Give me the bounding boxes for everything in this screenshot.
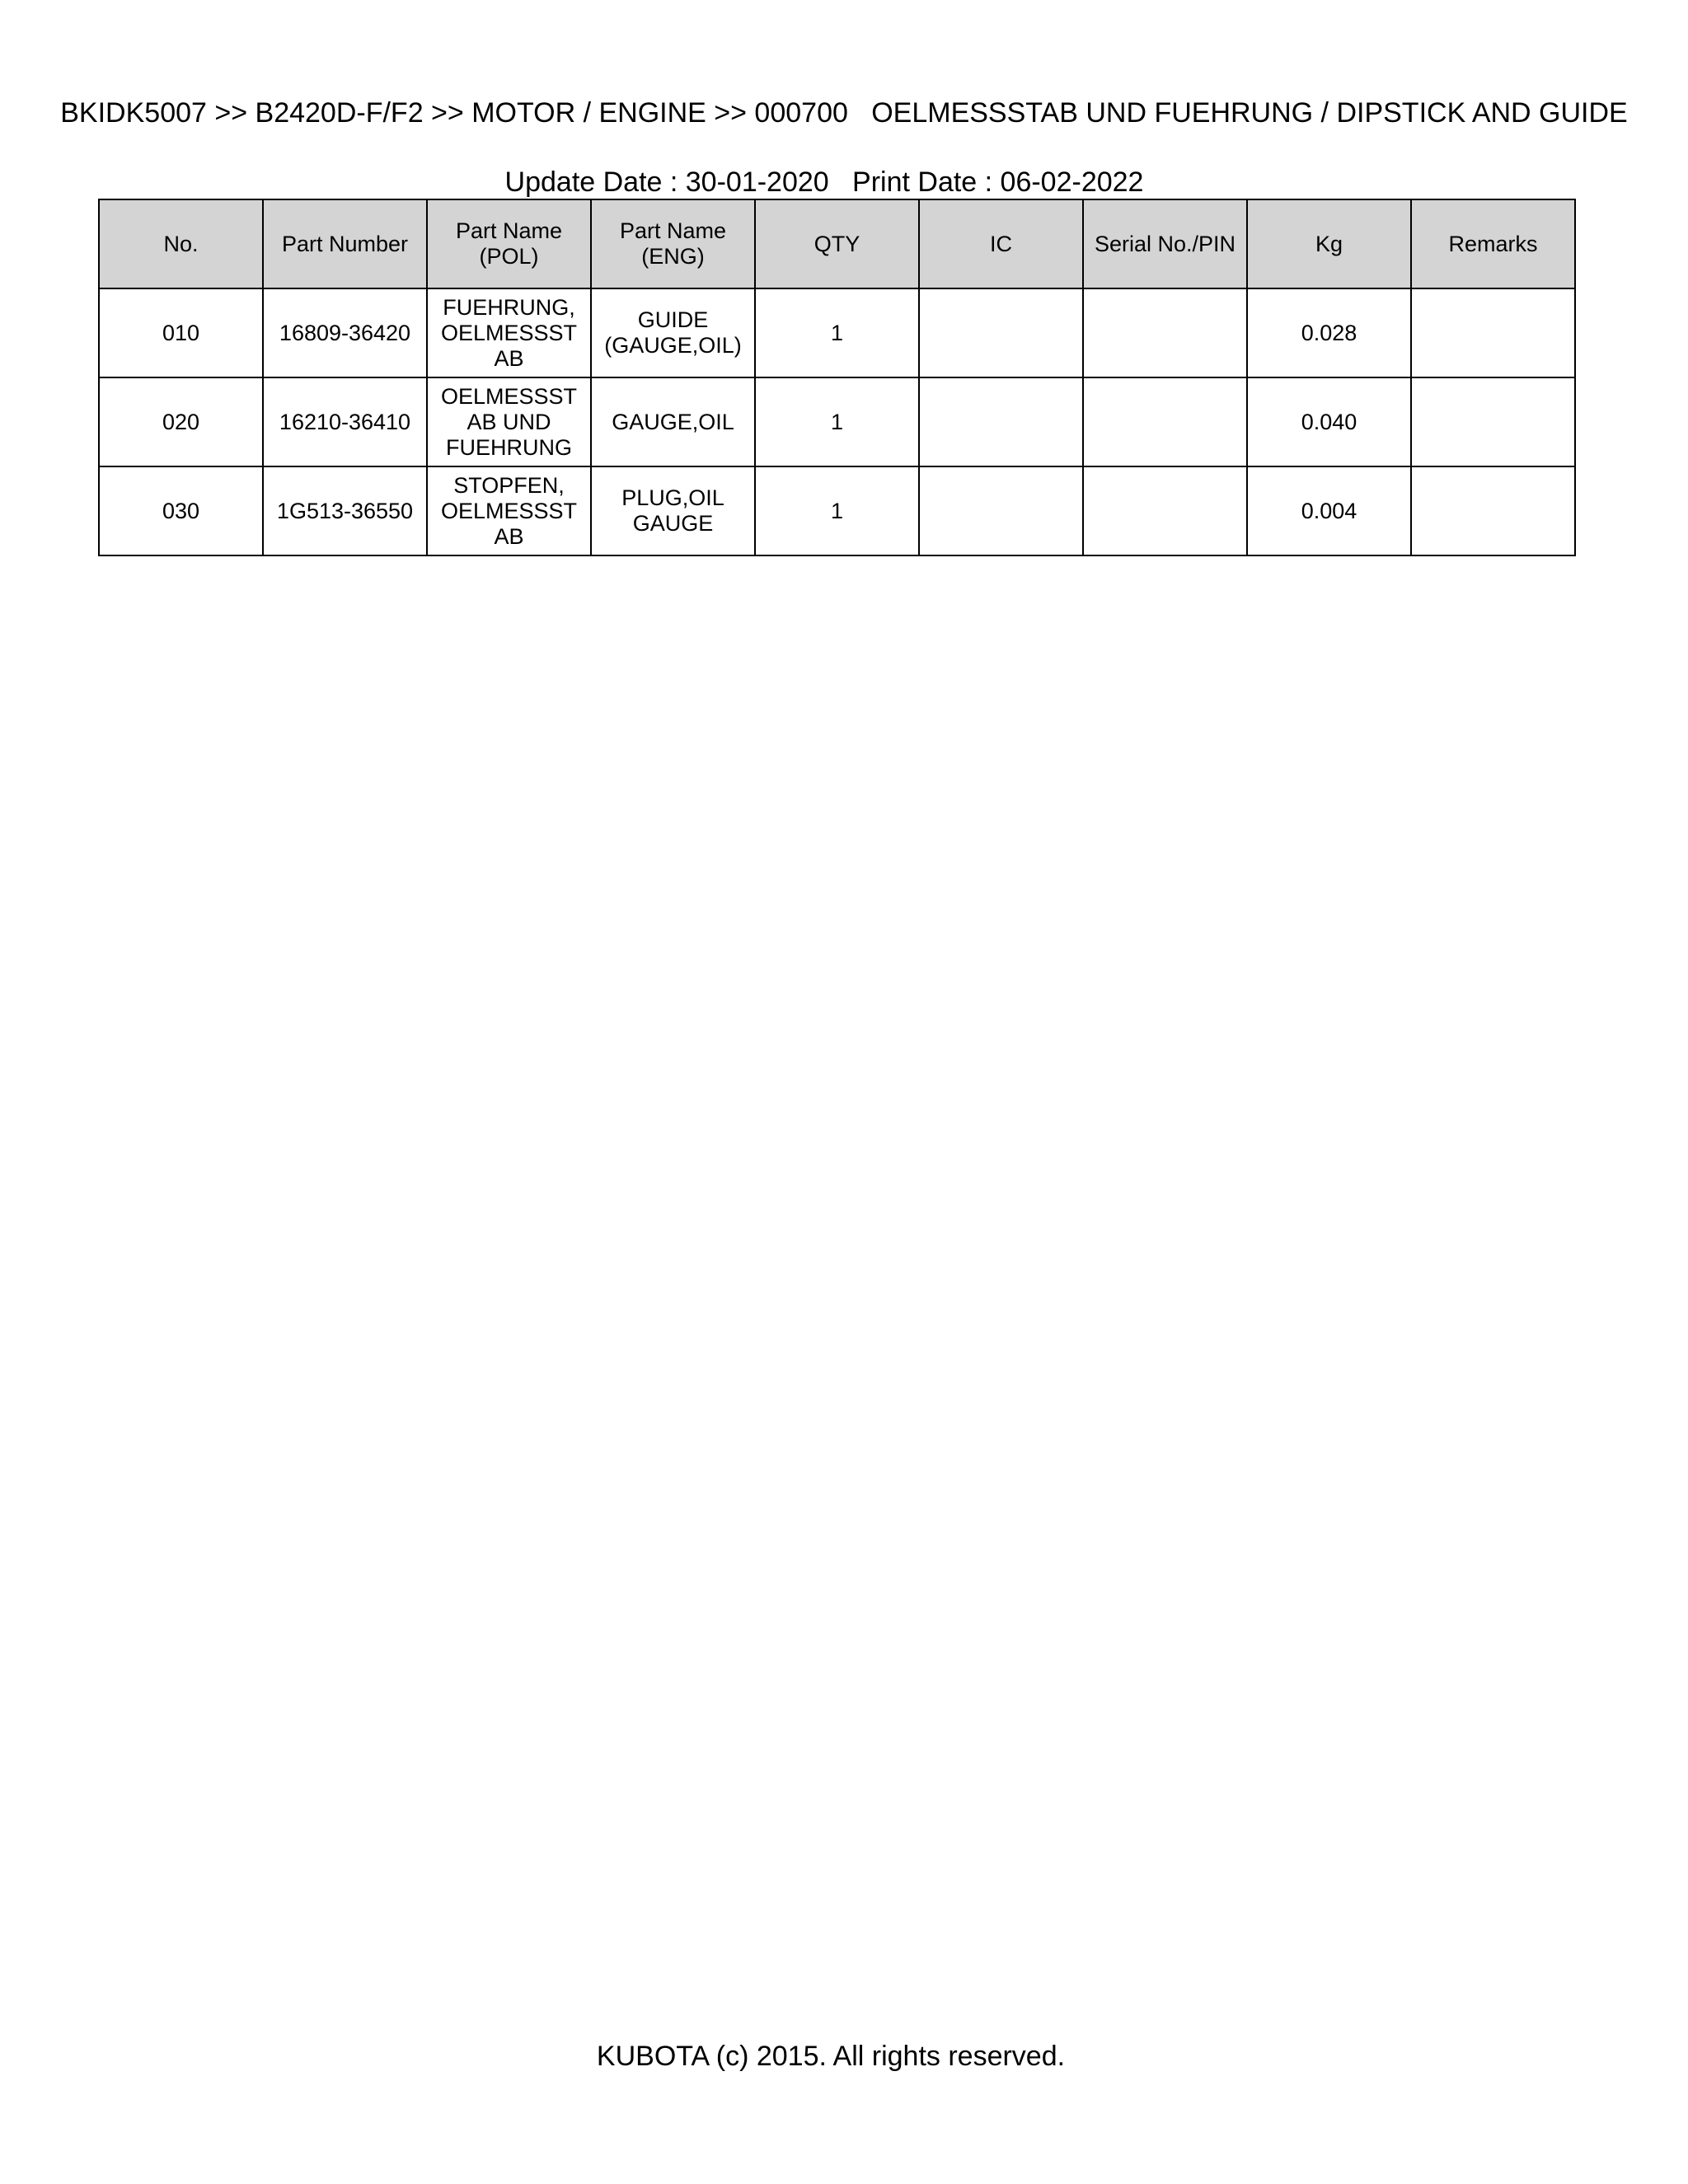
cell-serial (1083, 288, 1247, 377)
cell-qty: 1 (755, 377, 919, 466)
cell-ic (919, 377, 1083, 466)
cell-serial (1083, 377, 1247, 466)
table-row (99, 466, 1575, 555)
update-print-dates: Update Date : 30-01-2020 Print Date : 06-02-2022 (504, 166, 1144, 198)
cell-remarks (1411, 288, 1575, 377)
column-header-serial: Serial No./PIN (1083, 199, 1247, 288)
cell-no: 030 (99, 466, 263, 555)
cell-serial (1083, 466, 1247, 555)
cell-kg: 0.028 (1247, 288, 1411, 377)
column-header-kg: Kg (1247, 199, 1411, 288)
table-header-row (99, 199, 1575, 288)
cell-no: 020 (99, 377, 263, 466)
cell-ic (919, 466, 1083, 555)
cell-part-number: 16809-36420 (263, 288, 427, 377)
table-row (99, 288, 1575, 377)
cell-part-number: 16210-36410 (263, 377, 427, 466)
column-header-no: No. (99, 199, 263, 288)
cell-qty: 1 (755, 466, 919, 555)
column-header-part-name-pol: Part Name (POL) (427, 199, 591, 288)
cell-part-name-eng: GAUGE,OIL (591, 377, 755, 466)
cell-part-name-pol: FUEHRUNG, OELMESSST AB (427, 288, 591, 377)
cell-no: 010 (99, 288, 263, 377)
table-row (99, 377, 1575, 466)
column-header-ic: IC (919, 199, 1083, 288)
cell-part-number: 1G513-36550 (263, 466, 427, 555)
page-title: BKIDK5007 >> B2420D-F/F2 >> MOTOR / ENGINE >> 000700 OELMESSSTAB UND FUEHRUNG / DIPSTICK AND GUIDE (60, 97, 1628, 129)
cell-remarks (1411, 377, 1575, 466)
cell-qty: 1 (755, 288, 919, 377)
cell-kg: 0.004 (1247, 466, 1411, 555)
cell-ic (919, 288, 1083, 377)
parts-table (98, 199, 1576, 556)
column-header-part-name-eng: Part Name (ENG) (591, 199, 755, 288)
cell-kg: 0.040 (1247, 377, 1411, 466)
cell-part-name-eng: PLUG,OIL GAUGE (591, 466, 755, 555)
cell-part-name-pol: STOPFEN, OELMESSST AB (427, 466, 591, 555)
cell-part-name-pol: OELMESSST AB UND FUEHRUNG (427, 377, 591, 466)
cell-remarks (1411, 466, 1575, 555)
column-header-qty: QTY (755, 199, 919, 288)
column-header-part-number: Part Number (263, 199, 427, 288)
copyright-footer: KUBOTA (c) 2015. All rights reserved. (596, 2041, 1066, 2072)
cell-part-name-eng: GUIDE (GAUGE,OIL) (591, 288, 755, 377)
column-header-remarks: Remarks (1411, 199, 1575, 288)
